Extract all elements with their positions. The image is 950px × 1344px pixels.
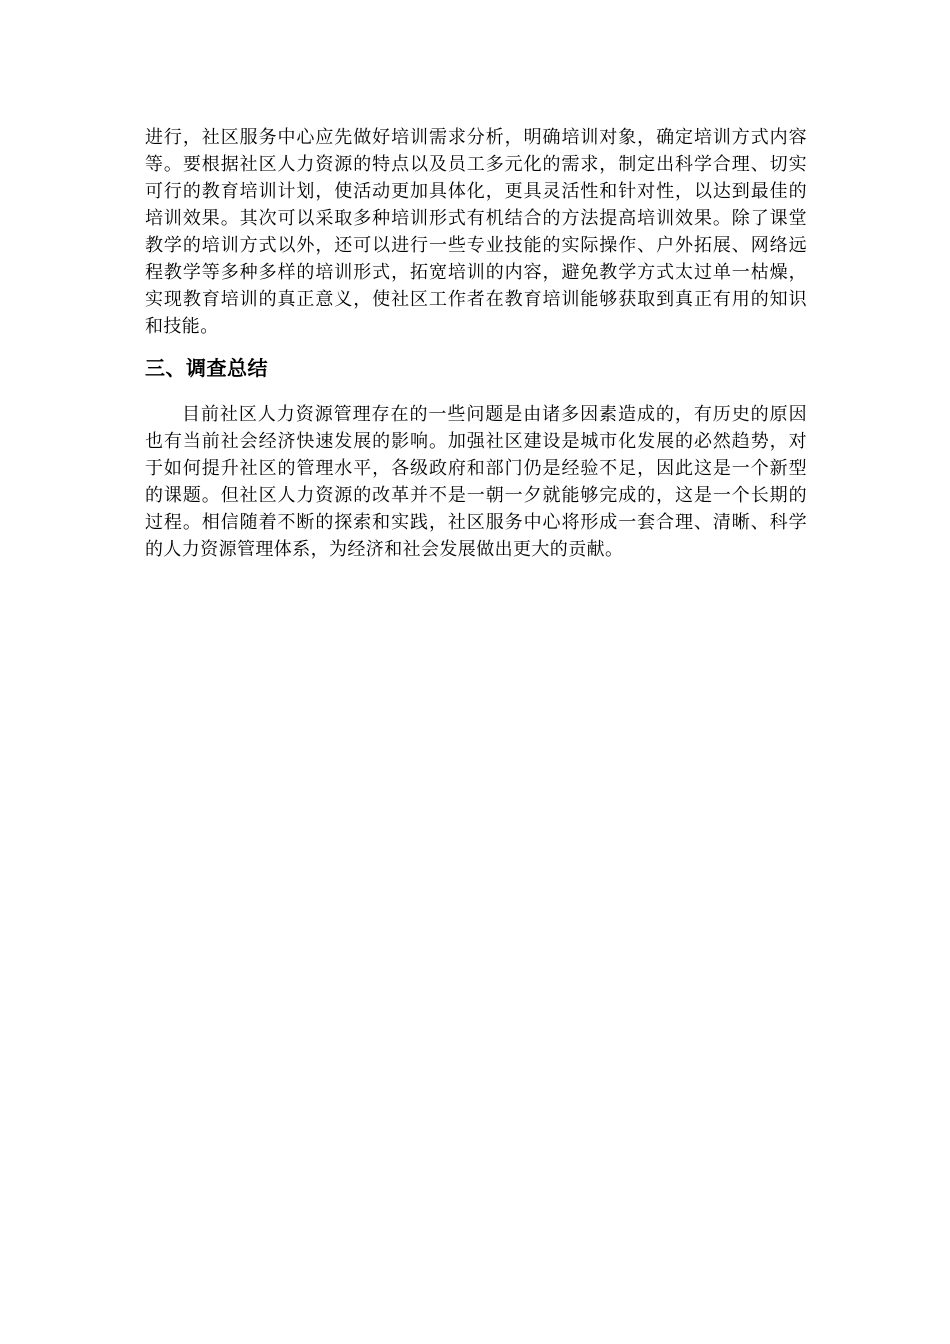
document-body [145,124,807,563]
training-paragraph: 进行，社区服务中心应先做好培训需求分析，明确培训对象，确定培训方式内容等。要根据社区人力资源的特点以及员工多元化的需求，制定出科学合理、切实可行的教育培训计划，使活动更加具体化，更具灵活性和针对性，以达到最佳的培训效果。其次可以采取多种培训形式有机结合的方法提高培训效果。除了课堂教学的培训方式以外，还可以进行一些专业技能的实际操作、户外拓展、网络远程教学等多种多样的培训形式，拓宽培训的内容，避免教学方式太过单一枯燥，实现教育培训的真正意义，使社区工作者在教育培训能够获取到真正有用的知识和技能。 [145,127,807,337]
section-heading-survey-summary: 三、调查总结 [145,356,268,380]
summary-paragraph: 目前社区人力资源管理存在的一些问题是由诸多因素造成的，有历史的原因也有当前社会经济快速发展的影响。加强社区建设是城市化发展的必然趋势，对于如何提升社区的管理水平，各级政府和部门仍是经验不足，因此这是一个新型的课题。但社区人力资源的改革并不是一朝一夕就能够完成的，这是一个长期的过程。相信随着不断的探索和实践，社区服务中心将形成一套合理、清晰、科学的人力资源管理体系，为经济和社会发展做出更大的贡献。 [145,404,807,560]
